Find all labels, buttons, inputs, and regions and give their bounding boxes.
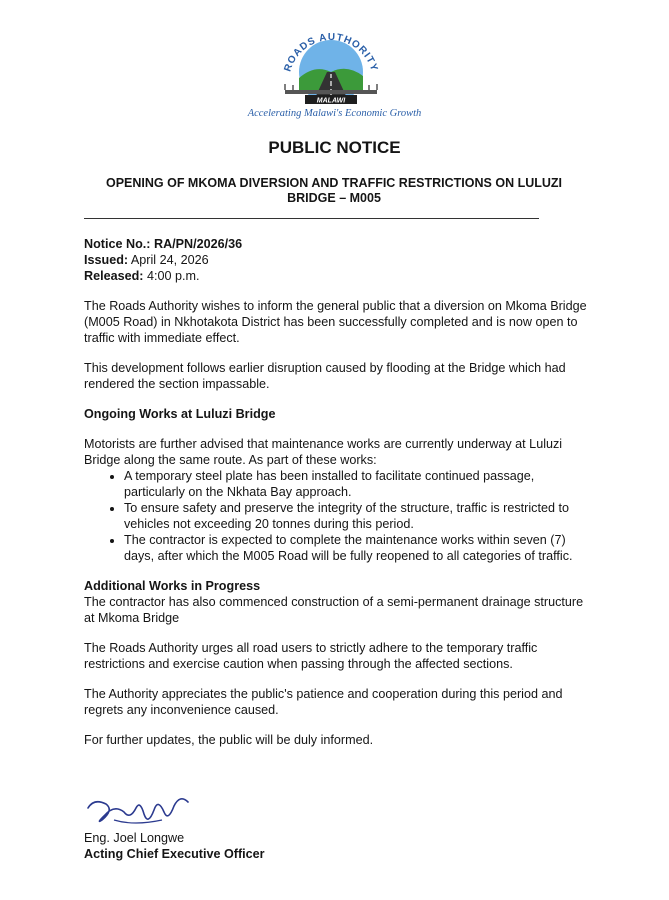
- page-title: PUBLIC NOTICE: [268, 138, 401, 157]
- notice-number-value: RA/PN/2026/36: [153, 237, 243, 251]
- divider: [84, 218, 539, 219]
- paragraph-maintenance: Motorists are further advised that maintenance works are currently underway at Luluzi Bridge along the same route. As part of these works:: [84, 437, 563, 467]
- paragraph-adhere: The Roads Authority urges all road users to strictly adhere to the temporary traffic restrictions and exercise caution when passing through the affected sections.: [84, 641, 538, 671]
- signatory-title: Acting Chief Executive Officer: [84, 847, 265, 861]
- released-value: 4:00 p.m.: [147, 269, 200, 283]
- logo-bridge-rail: [285, 90, 377, 94]
- paragraph-flooding: This development follows earlier disruption caused by flooding at the Bridge which had rendered the section impassable.: [84, 361, 566, 391]
- list-item: • The contractor is expected to complete the maintenance works within seven (7) days, after which the M005 Road will be fully reopened to all categories of traffic.: [124, 532, 594, 564]
- notice-number-label: Notice No.:: [84, 237, 151, 251]
- notice-subtitle: OPENING OF MKOMA DIVERSION AND TRAFFIC RESTRICTIONS ON LULUZI BRIDGE – M005: [105, 176, 562, 205]
- list-item: • A temporary steel plate has been installed to facilitate continued passage, particularly on the Nkhata Bay approach.: [124, 468, 594, 500]
- issued-date: [84, 252, 594, 268]
- list-item: • To ensure safety and preserve the integrity of the structure, traffic is restricted to vehicles not exceeding 20 tonnes during this period.: [124, 500, 594, 532]
- released-label: Released:: [84, 269, 144, 283]
- notice-number: [84, 236, 594, 252]
- heading-additional-works: Additional Works in Progress: [84, 579, 261, 593]
- issued-value: April 24, 2026: [130, 253, 209, 267]
- paragraph-drainage: The contractor has also commenced construction of a semi-permanent drainage structure at Mkoma Bridge: [84, 595, 584, 625]
- heading-ongoing-works: Ongoing Works at Luluzi Bridge: [84, 407, 276, 421]
- paragraph-diversion-opened: The Roads Authority wishes to inform the general public that a diversion on Mkoma Bridge (M005 Road) in Nkhotakota District has been successfully completed and is now open to traffic with immediate effect.: [84, 299, 587, 345]
- issued-label: Issued:: [84, 253, 129, 267]
- works-list: [84, 468, 594, 564]
- paragraph-updates: For further updates, the public will be duly informed.: [84, 733, 374, 747]
- notice-body: [84, 236, 594, 748]
- handwritten-signature: [84, 790, 194, 830]
- signatory-name: Eng. Joel Longwe: [84, 831, 185, 845]
- tagline: Accelerating Malawi's Economic Growth: [247, 108, 422, 119]
- paragraph-appreciation: The Authority appreciates the public's patience and cooperation during this period and regrets any inconvenience caused.: [84, 687, 563, 717]
- logo-banner-text: MALAWI: [316, 97, 346, 105]
- released-time: [84, 268, 594, 284]
- roads-authority-logo: [275, 20, 387, 110]
- logo-arc-text: ROADS AUTHORITY: [282, 31, 380, 74]
